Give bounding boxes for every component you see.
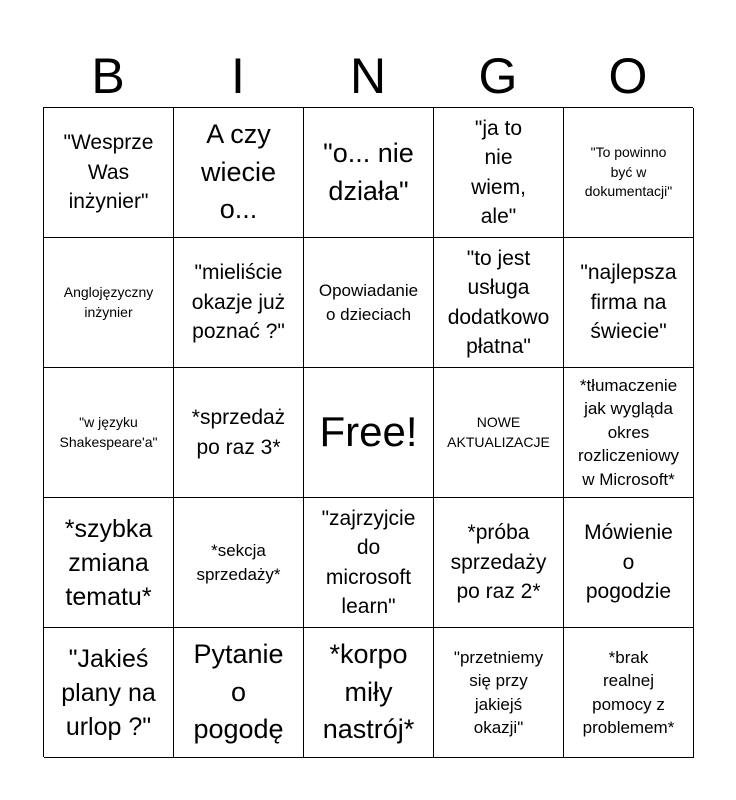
bingo-cell-r2-c3[interactable] — [304, 238, 434, 368]
cell-label: *tłumaczenie jak wygląda okres rozliczeniowy w Microsoft* — [577, 375, 680, 489]
bingo-cell-r5-c3[interactable] — [304, 628, 434, 758]
cell-label: "Wesprze Was inżynier" — [63, 131, 154, 214]
header-letter-b: B — [91, 48, 125, 104]
cell-label: Pytanie o pogodę — [193, 638, 284, 745]
bingo-cell-r4-c5[interactable] — [564, 498, 694, 628]
cell-label: NOWE AKTUALIZACJE — [447, 413, 550, 450]
cell-label: "ja to nie wiem, ale" — [471, 116, 526, 228]
cell-label: *sekcja sprzedaży* — [196, 541, 281, 584]
bingo-cell-r5-c2[interactable] — [174, 628, 304, 758]
bingo-cell-r4-c1[interactable] — [44, 498, 174, 628]
header-letter-g: G — [478, 48, 518, 104]
cell-label: "to jest usługa dodatkowo płatna" — [447, 246, 550, 358]
cell-label: *próba sprzedaży po raz 2* — [450, 521, 547, 604]
bingo-cell-r3-c2[interactable] — [174, 368, 304, 498]
bingo-cell-r2-c1[interactable] — [44, 238, 174, 368]
header-letter-o: O — [608, 48, 648, 104]
bingo-cell-r2-c2[interactable] — [174, 238, 304, 368]
cell-label: "zajrzyjcie do microsoft learn" — [321, 506, 416, 618]
bingo-cell-r3-c5[interactable] — [564, 368, 694, 498]
bingo-board — [43, 107, 693, 757]
cell-label: *brak realnej pomocy z problemem* — [582, 647, 675, 737]
bingo-cell-r1-c4[interactable] — [434, 108, 564, 238]
bingo-cell-free[interactable] — [304, 368, 434, 498]
bingo-cell-r4-c4[interactable] — [434, 498, 564, 628]
bingo-cell-r1-c3[interactable] — [304, 108, 434, 238]
cell-label: *szybka zmiana tematu* — [64, 514, 153, 611]
bingo-cell-r1-c1[interactable] — [44, 108, 174, 238]
cell-label: "przetniemy się przy jakiejś okazji" — [453, 647, 544, 737]
bingo-cell-r4-c2[interactable] — [174, 498, 304, 628]
free-space-label: Free! — [319, 408, 418, 456]
bingo-cell-r5-c4[interactable] — [434, 628, 564, 758]
cell-label: *sprzedaż po raz 3* — [191, 406, 286, 459]
bingo-cell-r1-c2[interactable] — [174, 108, 304, 238]
bingo-cell-r2-c4[interactable] — [434, 238, 564, 368]
cell-label: "w języku Shakespeare'a" — [59, 413, 158, 450]
bingo-cell-r5-c1[interactable] — [44, 628, 174, 758]
header-letter-n: N — [349, 48, 387, 104]
cell-label: Mówienie o pogodzie — [584, 521, 673, 604]
header-letter-i: I — [231, 48, 245, 104]
cell-label: "o... nie działa" — [323, 137, 414, 206]
cell-label: Anglojęzyczny inżynier — [63, 283, 154, 320]
cell-label: "Jakieś plany na urlop ?" — [61, 644, 156, 741]
cell-label: "To powinno być w dokumentacji" — [584, 144, 673, 200]
bingo-cell-r3-c4[interactable] — [434, 368, 564, 498]
cell-label: *korpo miły nastrój* — [322, 638, 415, 745]
bingo-header — [43, 44, 693, 108]
cell-label: "najlepsza firma na świecie" — [580, 261, 677, 344]
bingo-cell-r5-c5[interactable] — [564, 628, 694, 758]
cell-label: "mieliście okazje już poznać ?" — [191, 261, 286, 344]
cell-label: Opowiadanie o dzieciach — [318, 281, 419, 324]
cell-label: A czy wiecie o... — [200, 118, 277, 225]
bingo-cell-r2-c5[interactable] — [564, 238, 694, 368]
bingo-cell-r3-c1[interactable] — [44, 368, 174, 498]
bingo-cell-r4-c3[interactable] — [304, 498, 434, 628]
bingo-cell-r1-c5[interactable] — [564, 108, 694, 238]
